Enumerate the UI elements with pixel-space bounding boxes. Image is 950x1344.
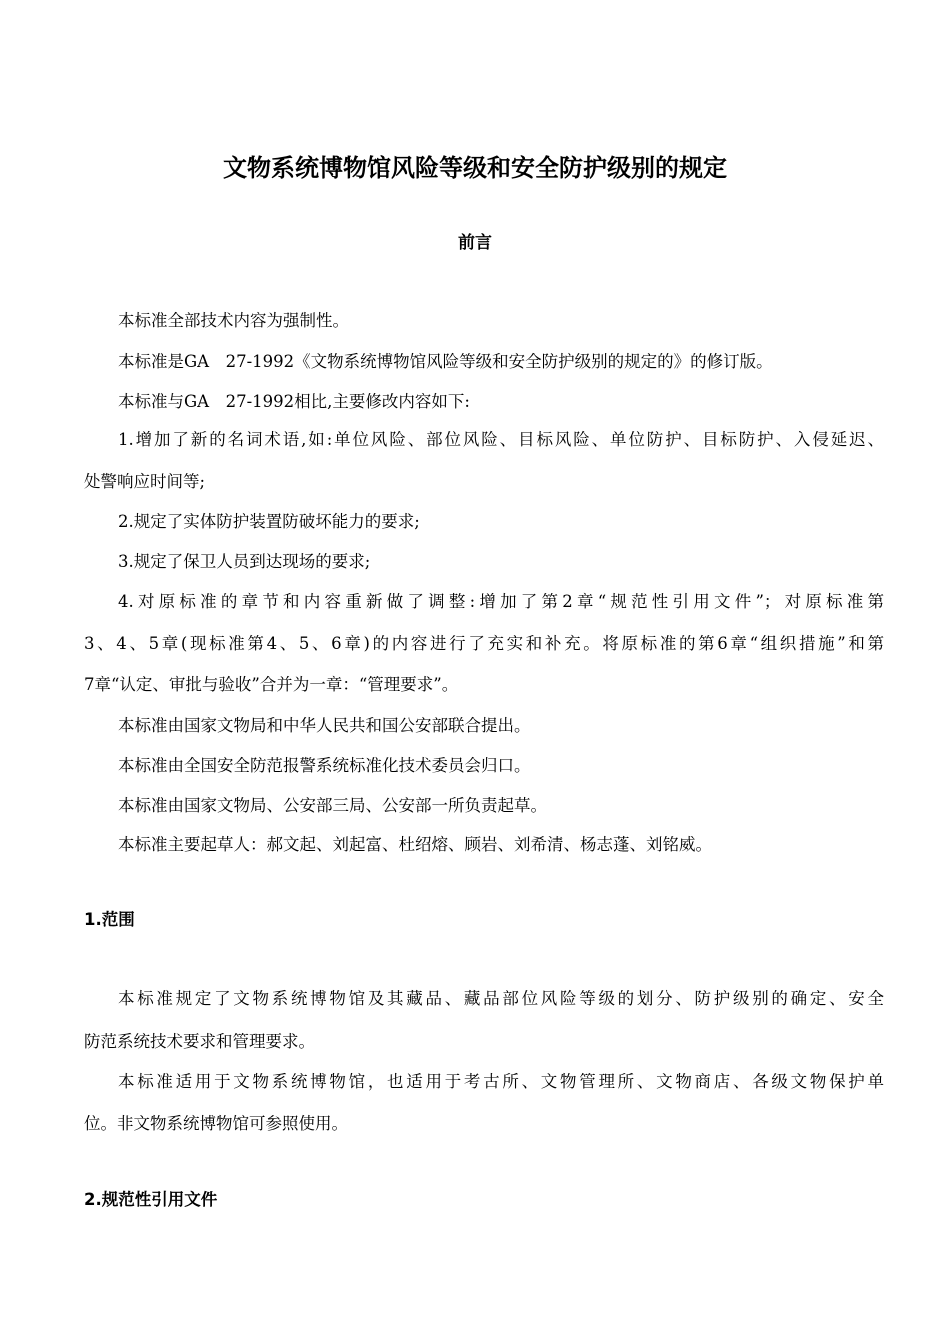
preface-paragraph: 本标准是GA 27-1992《文物系统博物馆风险等级和安全防护级别的规定的》的修订版。 xyxy=(118,352,773,371)
preface-paragraph: 本标准全部技术内容为强制性。 xyxy=(118,311,349,330)
preface-paragraph: 4.对原标准的章节和内容重新做了调整:增加了第2章“规范性引用文件”；对原标准第 xyxy=(118,592,884,611)
scope-paragraph: 本标准适用于文物系统博物馆，也适用于考古所、文物管理所、文物商店、各级文物保护单 xyxy=(118,1072,884,1091)
preface-paragraph: 本标准主要起草人：郝文起、刘起富、杜绍熔、顾岩、刘希清、杨志蓬、刘铭威。 xyxy=(118,835,712,854)
preface-paragraph: 本标准与GA 27-1992相比,主要修改内容如下: xyxy=(118,392,470,411)
section-heading-scope: 1.范围 xyxy=(84,910,135,929)
preface-heading: 前言 xyxy=(458,233,492,253)
preface-paragraph: 处警响应时间等; xyxy=(84,472,206,491)
section-heading-references: 2.规范性引用文件 xyxy=(84,1190,218,1209)
preface-paragraph: 本标准由国家文物局、公安部三局、公安部一所负责起草。 xyxy=(118,796,547,815)
scope-paragraph: 本标准规定了文物系统博物馆及其藏品、藏品部位风险等级的划分、防护级别的确定、安全 xyxy=(118,989,884,1008)
document-title: 文物系统博物馆风险等级和安全防护级别的规定 xyxy=(223,154,727,182)
preface-paragraph: 2.规定了实体防护装置防破坏能力的要求; xyxy=(118,512,420,531)
preface-paragraph: 本标准由国家文物局和中华人民共和国公安部联合提出。 xyxy=(118,716,531,735)
preface-paragraph: 3.规定了保卫人员到达现场的要求; xyxy=(118,552,371,571)
preface-paragraph: 7章“认定、审批与验收”合并为一章：“管理要求”。 xyxy=(84,675,459,694)
scope-paragraph: 位。非文物系统博物馆可参照使用。 xyxy=(84,1114,348,1133)
scope-paragraph: 防范系统技术要求和管理要求。 xyxy=(84,1032,315,1051)
preface-paragraph: 本标准由全国安全防范报警系统标准化技术委员会归口。 xyxy=(118,756,531,775)
preface-paragraph: 3、4、5章(现标准第4、5、6章)的内容进行了充实和补充。将原标准的第6章“组织措施”和第 xyxy=(84,634,884,653)
preface-paragraph: 1.增加了新的名词术语,如:单位风险、部位风险、目标风险、单位防护、目标防护、入侵延迟、 xyxy=(118,430,884,449)
